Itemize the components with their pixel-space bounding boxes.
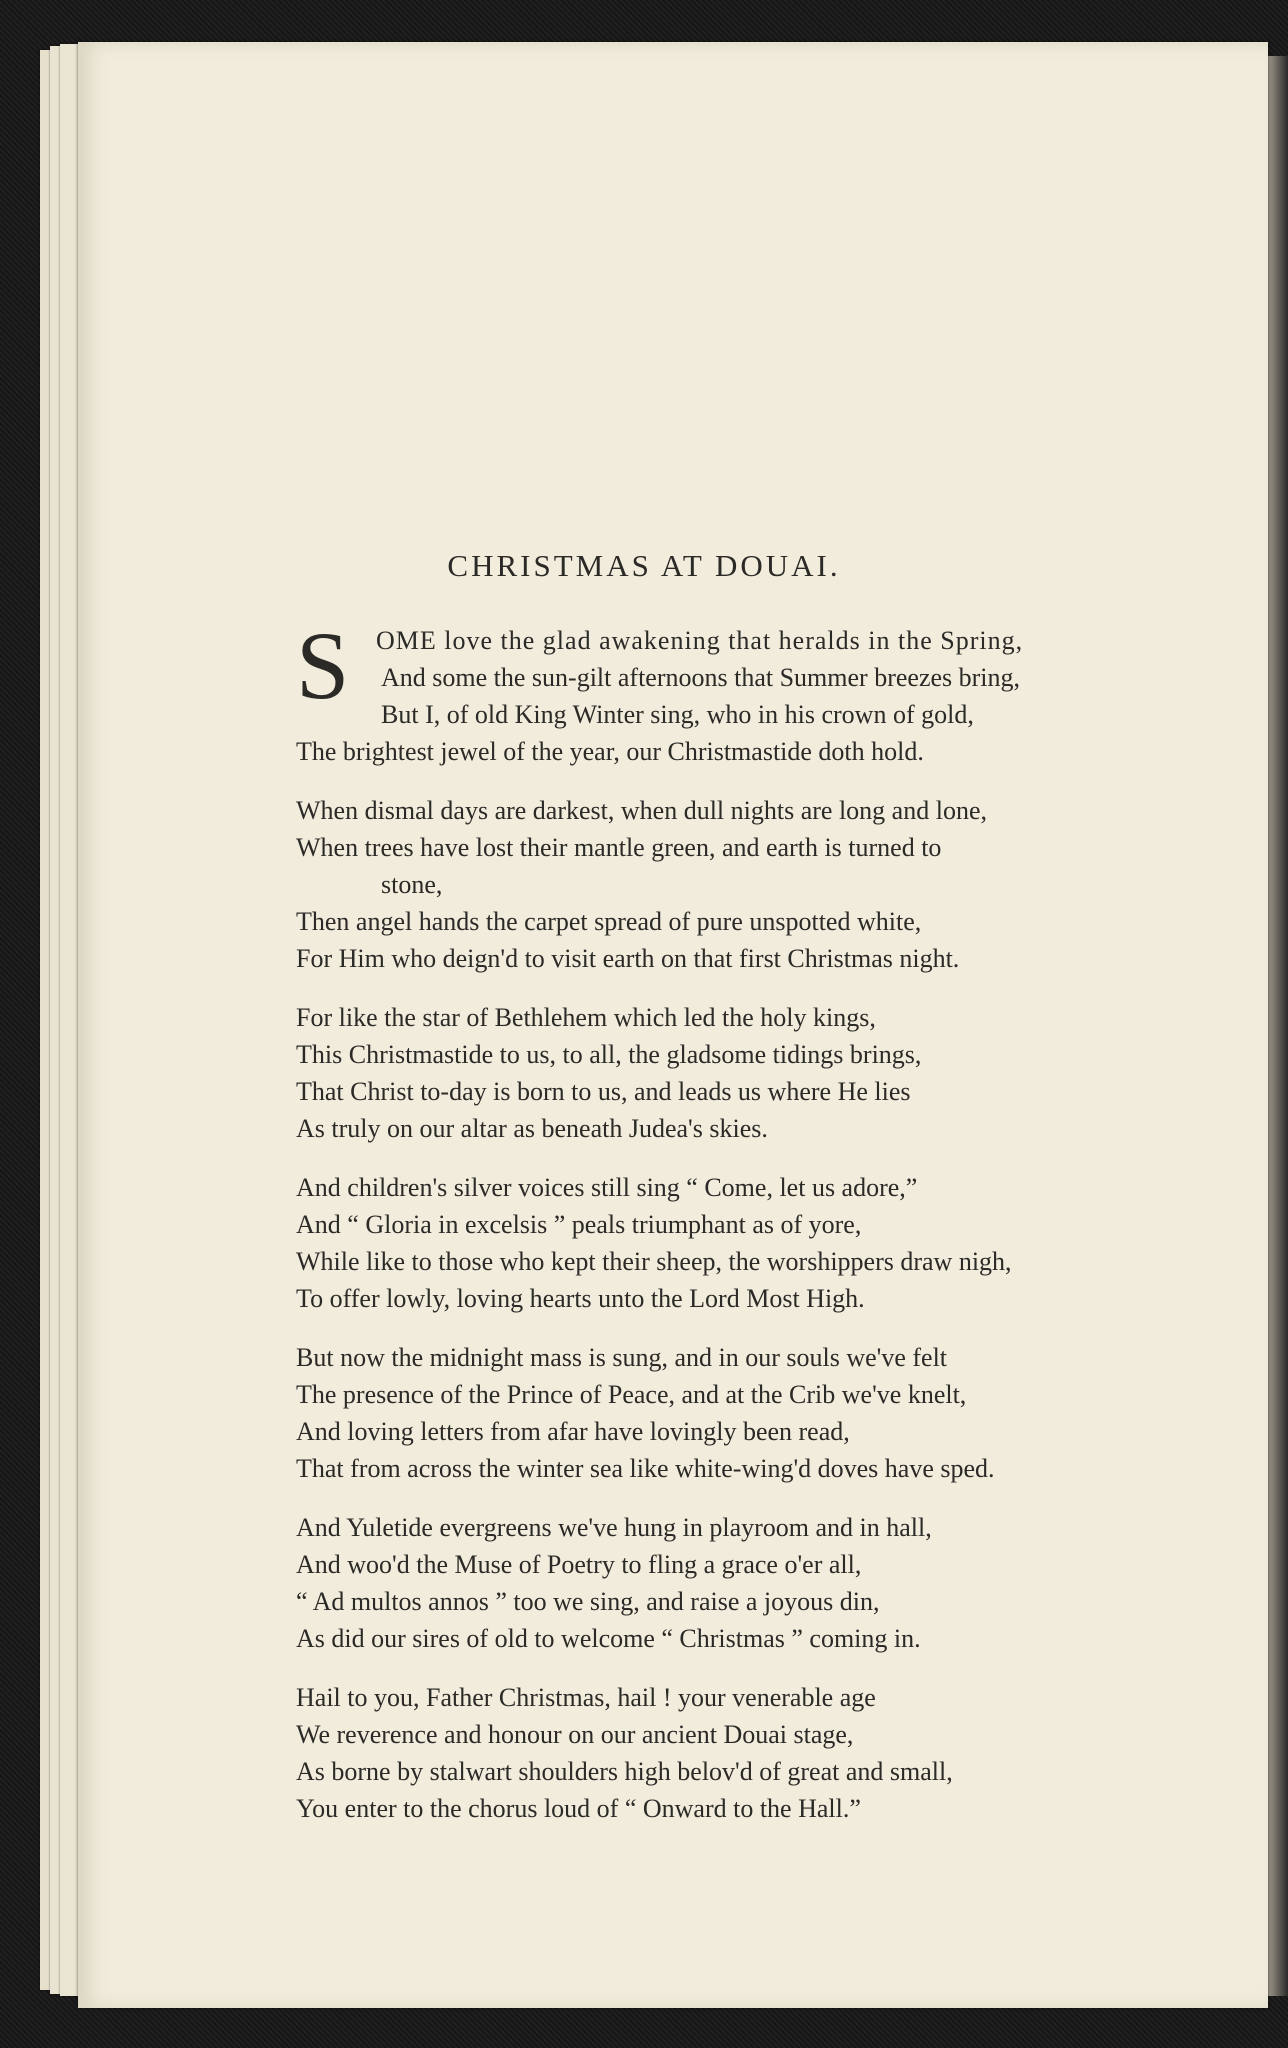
poem-line: As borne by stalwart shoulders high belov'd of great and small,: [296, 1757, 953, 1786]
stanza-2: [296, 792, 1176, 977]
poem-line: That Christ to-day is born to us, and leads us where He lies: [296, 1077, 911, 1106]
poem-line: But now the midnight mass is sung, and in our souls we've felt: [296, 1343, 948, 1372]
poem-line: You enter to the chorus loud of “ Onward to the Hall.”: [296, 1794, 861, 1823]
poem-line: And woo'd the Muse of Poetry to fling a grace o'er all,: [296, 1550, 862, 1579]
opening-lines: [296, 612, 1176, 733]
stanza-1: [296, 612, 1176, 770]
poem-line-continuation: stone,: [381, 870, 443, 899]
poem-line: And Yuletide evergreens we've hung in playroom and in hall,: [296, 1513, 932, 1542]
poem-line: Then angel hands the carpet spread of pure unspotted white,: [296, 907, 922, 936]
poem-line: When dismal days are darkest, when dull nights are long and lone,: [296, 796, 987, 825]
poem-line: As truly on our altar as beneath Judea's skies.: [296, 1114, 768, 1143]
poem-title: CHRISTMAS AT DOUAI.: [447, 548, 841, 583]
poem-line: The brightest jewel of the year, our Christmastide doth hold.: [296, 737, 924, 766]
poem-line: Hail to you, Father Christmas, hail ! your venerable age: [296, 1683, 876, 1712]
poem-line: And children's silver voices still sing “ Come, let us adore,”: [296, 1173, 918, 1202]
stanza-6: [296, 1509, 1176, 1657]
poem-body: [296, 612, 1176, 1849]
stanza-3: [296, 999, 1176, 1147]
poem-line: The presence of the Prince of Peace, and at the Crib we've knelt,: [296, 1380, 967, 1409]
stanza-7: [296, 1679, 1176, 1827]
stanza-4: [296, 1169, 1176, 1317]
poem-line: For like the star of Bethlehem which led the holy kings,: [296, 1003, 876, 1032]
poem-line: “ Ad multos annos ” too we sing, and raise a joyous din,: [296, 1587, 880, 1616]
poem-line: We reverence and honour on our ancient Douai stage,: [296, 1720, 854, 1749]
poem-line: As did our sires of old to welcome “ Christmas ” coming in.: [296, 1624, 921, 1653]
stanza-5: [296, 1339, 1176, 1487]
poem-line: OME love the glad awakening that heralds in the Spring,: [376, 626, 1024, 655]
poem-line: For Him who deign'd to visit earth on that first Christmas night.: [296, 944, 960, 973]
poem-line: When trees have lost their mantle green, and earth is turned to: [296, 833, 942, 862]
poem-line: That from across the winter sea like white-wing'd doves have sped.: [296, 1454, 995, 1483]
poem-line: While like to those who kept their sheep, the worshippers draw nigh,: [296, 1247, 1012, 1276]
poem-line: To offer lowly, loving hearts unto the Lord Most High.: [296, 1284, 865, 1313]
poem-line: But I, of old King Winter sing, who in his crown of gold,: [381, 700, 974, 729]
poem-line: And some the sun-gilt afternoons that Summer breezes bring,: [381, 663, 1021, 692]
poem-line: And loving letters from afar have lovingly been read,: [296, 1417, 850, 1446]
poem-line: And “ Gloria in excelsis ” peals triumphant as of yore,: [296, 1210, 862, 1239]
poem-line: This Christmastide to us, to all, the gladsome tidings brings,: [296, 1040, 922, 1069]
drop-cap-letter: S: [296, 612, 350, 719]
